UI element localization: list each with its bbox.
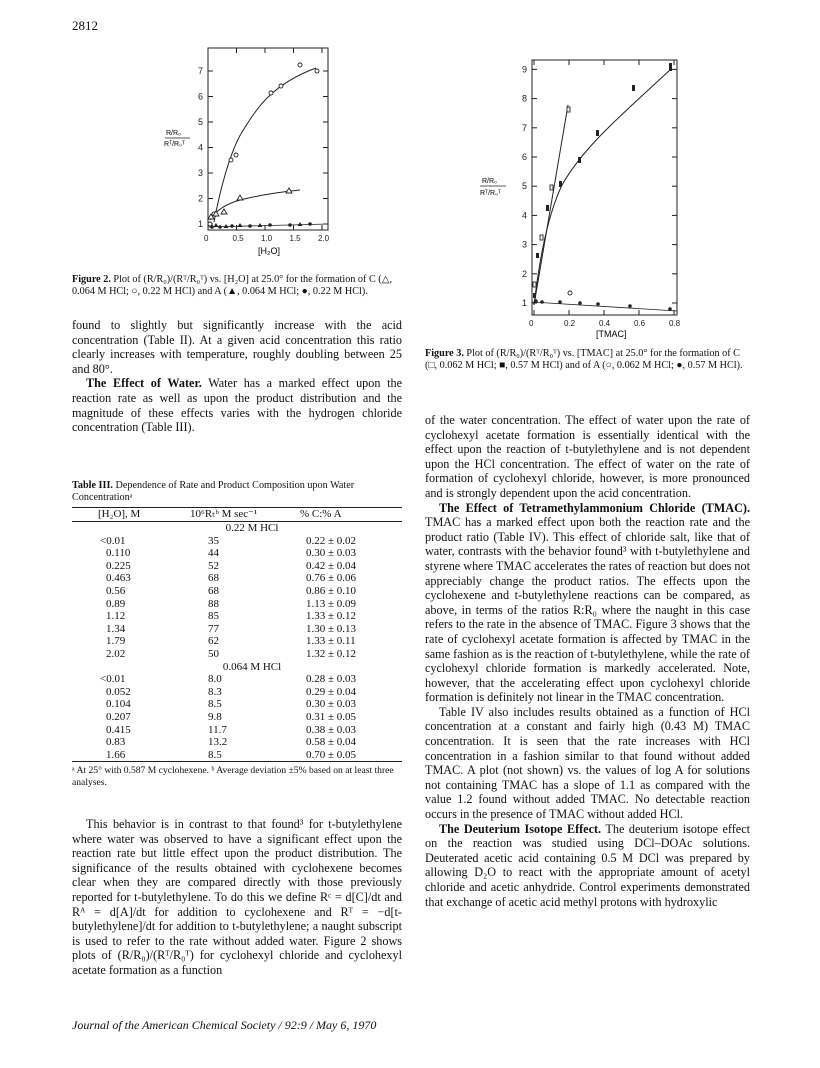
figure-3-point-a-057 bbox=[596, 302, 600, 306]
table-cell: 0.052 bbox=[106, 685, 131, 698]
table-row bbox=[72, 572, 402, 585]
table-cell: 0.86 ± 0.10 bbox=[306, 584, 357, 597]
table-row bbox=[72, 648, 402, 661]
figure-2-point-a-022 bbox=[210, 225, 214, 229]
figure-2-y-tick-label: 7 bbox=[198, 66, 204, 76]
table-cell: 13.2 bbox=[208, 736, 228, 749]
figure-2-point-c-0064 bbox=[221, 209, 227, 214]
table-cell: 0.28 ± 0.03 bbox=[306, 673, 357, 686]
figure-3-ylabel-top: R/R₀ bbox=[482, 178, 497, 185]
figure-3-caption-text: Plot of (R/R₀)/(Rᵀ/R₀ᵀ) vs. [TMAC] at 25.0° for the formation of C (□, 0.062 M HCl; ■, 0.57 M HCl) and of A (○, 0.062 M HCl; ●, 0.57 M HCl). bbox=[425, 348, 743, 372]
figure-2-point-a-0064 bbox=[298, 222, 303, 226]
figure-3-point-c-0062 bbox=[540, 235, 543, 240]
table-3-footnote: ᵃ At 25° with 0.587 M cyclohexene. ᵇ Average deviation ±5% based on at least three analyses. bbox=[72, 765, 394, 788]
figure-2-x-tick-label: 1.0 bbox=[261, 234, 273, 243]
figure-3-point-c-057 bbox=[533, 293, 536, 298]
left-column-top bbox=[72, 318, 402, 435]
figure-3-point-c-0062 bbox=[567, 107, 570, 112]
figure-3-point-c-057 bbox=[536, 253, 539, 258]
table-row bbox=[72, 736, 402, 749]
table-cell: 1.33 ± 0.11 bbox=[306, 635, 356, 648]
figure-3-point-c-057 bbox=[559, 181, 562, 187]
table-cell: 1.79 bbox=[106, 635, 126, 648]
figure-2-caption-text: Plot of (R/R₀)/(Rᵀ/R₀ᵀ) vs. [H₂O] at 25.0° for the formation of C (△, 0.064 M HCl; ○, 0.22 M HCl) and A (▲, 0.064 M HCl; ●, 0.22 M HCl). bbox=[72, 274, 393, 298]
right-column bbox=[425, 413, 750, 909]
figure-3-x-tick-label: 0.8 bbox=[669, 319, 681, 328]
figure-3-x-tick-label: 0.4 bbox=[599, 319, 611, 328]
section-heading-deuterium: The Deuterium Isotope Effect. bbox=[439, 821, 602, 836]
figure-2-point-c-022 bbox=[234, 153, 238, 157]
table-cell: 0.89 bbox=[106, 597, 126, 610]
figure-2-x-tick-label: 0.5 bbox=[232, 234, 244, 243]
figure-2-point-a-0064 bbox=[214, 223, 219, 227]
figure-2-plot bbox=[160, 40, 350, 265]
figure-3-x-tick-label: 0.6 bbox=[634, 319, 646, 328]
table-cell: 50 bbox=[208, 647, 219, 660]
table-3-group-heading: 0.22 M HCl bbox=[225, 522, 279, 534]
table-cell: 0.463 bbox=[106, 572, 131, 585]
figure-3-xlabel: [TMAC] bbox=[596, 329, 627, 339]
section-heading-tmac: The Effect of Tetramethylammonium Chloride (TMAC). bbox=[439, 500, 750, 515]
table-cell: 0.207 bbox=[106, 710, 131, 723]
table-cell: 0.70 ± 0.05 bbox=[306, 748, 357, 761]
paragraph: This behavior is in contrast to that found³ for t-butylethylene where water was observed to have a significant effect upon the reaction rate but little effect upon the product distribution. The significance of the results obtained with cyclohexene becomes clear when they are compared directly with those previously reported for t-butylethylene. To do this we define Rᶜ = d[C]/dt and Rᴬ = d[A]/dt for addition to cyclohexene and Rᵀ = −d[t-butylethylene]/dt for addition to t-butylethylene; a naught subscript is used to refer to the rate without added water. Figure 2 shows plots of (R/R₀)/(Rᵀ/R₀ᵀ) for cyclohexyl chloride and cyclohexyl acetate formation as a function bbox=[72, 817, 402, 977]
table-cell: 1.33 ± 0.12 bbox=[306, 610, 357, 623]
table-cell: 0.29 ± 0.04 bbox=[306, 685, 357, 698]
paragraph: TMAC has a marked effect upon both the reaction rate and the product ratio (Table IV). This effect of chloride salt, like that of water, contrasts with the behavior found³ with t-butylethylene and styrene where TMAC accelerates the rates of reaction but does not appreciably change the product ratios. The effects upon the cyclohexene and t-butylethylene reactions can be compared, as above, in terms of the ratios R:R₀ where the naught in this case refers to the rate in the absence of TMAC. Figure 3 shows that the rate of cyclohexyl acetate formation is affected by TMAC in the same fashion as is the reaction of t-butylethylene, while the rate of cyclohexyl chloride formation is markedly accelerated. Note, however, that the accelerating effect upon cyclohexyl chloride formation is definitely not linear in the TMAC concentration. bbox=[425, 515, 750, 705]
figure-2-point-a-022 bbox=[248, 224, 252, 228]
table-3-title: Dependence of Rate and Product Composition upon Water Concentrationᵃ bbox=[72, 480, 355, 504]
table-cell: 68 bbox=[208, 584, 219, 597]
table-cell: 0.31 ± 0.05 bbox=[306, 710, 357, 723]
table-cell: 2.02 bbox=[106, 647, 126, 660]
table-cell: 0.110 bbox=[106, 547, 131, 560]
table-cell: 44 bbox=[208, 547, 219, 560]
figure-2-y-tick-label: 2 bbox=[198, 193, 204, 204]
figure-2-caption bbox=[72, 274, 402, 298]
left-column-bottom bbox=[72, 817, 402, 978]
figure-3-point-a-057 bbox=[558, 300, 562, 304]
figure-3-y-tick-label: 3 bbox=[522, 239, 528, 250]
figure-2-curve-c-022 bbox=[214, 68, 316, 222]
figure-2-y-tick-label: 5 bbox=[198, 117, 204, 127]
table-row bbox=[72, 673, 402, 686]
table-row bbox=[72, 560, 402, 573]
table-row bbox=[72, 610, 402, 623]
table-cell: 77 bbox=[208, 622, 219, 635]
figure-2-point-c-022 bbox=[229, 158, 233, 162]
table-cell: 62 bbox=[208, 635, 219, 648]
table-cell: 1.30 ± 0.13 bbox=[306, 622, 357, 635]
figure-3-caption-label: Figure 3. bbox=[425, 348, 464, 359]
figure-3-caption bbox=[425, 348, 750, 372]
table-cell: 1.32 ± 0.12 bbox=[306, 647, 357, 660]
table-cell: 88 bbox=[208, 597, 219, 610]
figure-3-y-tick-label: 9 bbox=[522, 64, 528, 75]
figure-2-axes bbox=[208, 48, 328, 230]
figure-3-y-tick-label: 1 bbox=[522, 298, 528, 308]
table-3-grid bbox=[72, 507, 402, 762]
figure-3-x-tick-label: 0 bbox=[529, 319, 534, 328]
table-cell: 0.30 ± 0.03 bbox=[306, 547, 357, 560]
table-cell: 8.5 bbox=[208, 748, 222, 761]
table-cell: 0.30 ± 0.03 bbox=[306, 698, 357, 711]
table-row bbox=[72, 585, 402, 598]
table-cell: 0.38 ± 0.03 bbox=[306, 723, 357, 736]
figure-3-point-c-0062 bbox=[550, 185, 553, 190]
figure-3-point-c-057 bbox=[578, 157, 581, 163]
figure-3-point-c-057 bbox=[669, 63, 672, 71]
figure-2-point-c-0064 bbox=[237, 195, 243, 200]
figure-2-xlabel: [H₂O] bbox=[258, 246, 280, 256]
journal-footer: Journal of the American Chemical Society / 92:9 / May 6, 1970 bbox=[72, 1018, 377, 1032]
figure-3-point-a-057 bbox=[534, 299, 538, 303]
figure-3-y-tick-label: 6 bbox=[522, 152, 528, 162]
figure-3-curve-c-0062 bbox=[534, 105, 568, 305]
table-row bbox=[72, 623, 402, 636]
table-cell: 52 bbox=[208, 559, 219, 572]
figure-2-point-a-022 bbox=[218, 225, 222, 229]
figure-2-point-a-0064 bbox=[224, 224, 229, 228]
figure-3-ylabel-bottom: Rᵀ/R₀ᵀ bbox=[480, 190, 502, 197]
figure-2-y-tick-label: 6 bbox=[198, 91, 204, 102]
figure-2-point-c-022 bbox=[315, 69, 319, 73]
table-3-header: % C:% A bbox=[300, 508, 342, 521]
figure-3-point-c-057 bbox=[596, 130, 599, 136]
page-number: 2812 bbox=[72, 18, 98, 33]
table-cell: 0.56 bbox=[106, 584, 126, 597]
figure-2-point-a-022 bbox=[308, 222, 312, 226]
table-cell: 9.8 bbox=[208, 710, 222, 723]
figure-3-point-a-0062 bbox=[568, 291, 572, 295]
table-cell: 0.58 ± 0.04 bbox=[306, 736, 357, 749]
figure-2-point-c-022 bbox=[269, 91, 273, 95]
table-3-header: 10⁶Rₜᵇ M sec⁻¹ bbox=[190, 508, 258, 521]
table-cell: 8.0 bbox=[208, 673, 222, 686]
table-row bbox=[72, 547, 402, 560]
paragraph: Water has a marked effect upon the reaction rate as well as upon the product distribution and the magnitude of these effects varies with the hydrogen chloride concentration (Table III). bbox=[72, 376, 402, 435]
figure-3-y-tick-label: 7 bbox=[522, 122, 528, 133]
table-cell: 0.22 ± 0.02 bbox=[306, 534, 357, 547]
figure-2-y-tick-label: 3 bbox=[198, 168, 204, 178]
table-cell: 1.34 bbox=[106, 622, 126, 635]
table-cell: 0.76 ± 0.06 bbox=[306, 572, 357, 585]
table-row bbox=[72, 711, 402, 724]
figure-2-ylabel-bottom: Rᵀ/R₀ᵀ bbox=[164, 141, 186, 148]
table-cell: 1.12 bbox=[106, 610, 126, 623]
table-cell: 35 bbox=[208, 534, 219, 547]
table-cell: 1.13 ± 0.09 bbox=[306, 597, 357, 610]
figure-2-caption-label: Figure 2. bbox=[72, 274, 111, 285]
figure-3-point-a-057 bbox=[578, 301, 582, 305]
table-3-header: [H₂O], M bbox=[98, 508, 141, 521]
table-cell: 85 bbox=[208, 610, 219, 623]
figure-3-point-a-057 bbox=[628, 304, 632, 308]
figure-2-x-tick-label: 0 bbox=[204, 234, 209, 243]
figure-2-point-a-0064 bbox=[258, 223, 263, 227]
figure-3-plot bbox=[470, 55, 690, 345]
figure-3-point-c-0062 bbox=[533, 282, 536, 287]
table-cell: 0.104 bbox=[106, 698, 131, 711]
figure-3-point-a-057 bbox=[540, 300, 544, 304]
figure-2-x-tick-label: 1.5 bbox=[289, 234, 301, 243]
figure-3-curve-a bbox=[532, 302, 677, 311]
table-cell: 0.415 bbox=[106, 723, 131, 736]
figure-3-point-c-057 bbox=[632, 85, 635, 91]
table-row bbox=[72, 749, 402, 762]
figure-2-point-c-022 bbox=[279, 84, 283, 88]
table-row bbox=[72, 698, 402, 711]
paragraph: The deuterium isotope effect on the reaction was studied using DCl–DOAc solutions. Deuterated acetic acid containing 0.5 M DCl was prepared by allowing D₂O to react with the appropriate amount of acetyl chloride and acetic anhydride. Control experiments demonstrated that exchange of acetic acid methyl protons with hydroxylic bbox=[425, 821, 751, 909]
figure-2-point-a-0064 bbox=[238, 223, 243, 227]
table-cell: 0.42 ± 0.04 bbox=[306, 559, 357, 572]
table-cell: 0.83 bbox=[106, 736, 126, 749]
table-cell: 1.66 bbox=[106, 748, 126, 761]
table-row bbox=[72, 598, 402, 611]
table-3 bbox=[72, 480, 402, 788]
table-3-group-heading: 0.064 M HCl bbox=[222, 660, 282, 673]
figure-3-y-tick-label: 2 bbox=[522, 268, 528, 279]
figure-2-y-tick-label: 4 bbox=[198, 142, 204, 153]
table-3-label: Table III. bbox=[72, 480, 113, 491]
table-cell: 11.7 bbox=[208, 723, 227, 736]
paragraph: Table IV also includes results obtained as a function of HCl concentration at a constant and fairly high (0.43 M) TMAC concentration. It is seen that the rate increases with HCl concentration in a fashion similar to that found without added TMAC. A plot (not shown) vs. the values of log A for solutions not containing TMAC has a slope of 1.1 as compared with the value 1.2 found without added TMAC. No detectable reaction occurs in the presence of TMAC without added HCl. bbox=[425, 704, 750, 822]
table-cell: <0.01 bbox=[100, 673, 126, 686]
table-cell: 8.5 bbox=[208, 698, 222, 711]
figure-2-curve-c-0064 bbox=[210, 190, 300, 220]
table-row bbox=[72, 535, 402, 548]
figure-2-ylabel-top: R/R₀ bbox=[166, 130, 181, 137]
table-cell: 0.225 bbox=[106, 559, 131, 572]
figure-2-y-tick-label: 1 bbox=[198, 219, 204, 229]
figure-2-x-tick-label: 2.0 bbox=[318, 234, 330, 243]
table-cell: 8.3 bbox=[208, 685, 222, 698]
table-cell: 68 bbox=[208, 572, 219, 585]
figure-3-x-tick-label: 0.2 bbox=[564, 319, 576, 328]
table-cell: <0.01 bbox=[100, 534, 126, 547]
figure-3-y-tick-label: 5 bbox=[522, 181, 528, 192]
figure-2-point-c-022 bbox=[298, 63, 302, 67]
paragraph: of the water concentration. The effect of water upon the rate of cyclohexyl acetate formation is essentially identical with the effect upon the reaction of t-butylethylene and is not dependent upon the HCl concentration. The effect of water on the rate of formation of cyclohexyl chloride, however, is more pronounced and is strongly dependent upon the acid concentration. bbox=[425, 413, 750, 500]
figure-2-point-a-022 bbox=[268, 223, 272, 227]
paragraph: found to slightly but significantly increase with the acid concentration (Table II). At a given acid concentration this ratio clearly increases with temperature, roughly doubling between 25 and 80°. bbox=[72, 318, 402, 376]
figure-3-y-tick-label: 8 bbox=[522, 93, 528, 104]
table-row bbox=[72, 635, 402, 648]
table-row bbox=[72, 686, 402, 699]
figure-2-point-a-022 bbox=[288, 223, 292, 227]
figure-2-point-a-022 bbox=[230, 224, 234, 228]
figure-3-point-c-057 bbox=[546, 205, 549, 211]
section-heading-water: The Effect of Water. bbox=[86, 376, 202, 391]
figure-3-y-tick-label: 4 bbox=[522, 210, 528, 221]
table-row bbox=[72, 724, 402, 737]
figure-3-point-a-057 bbox=[668, 307, 672, 311]
